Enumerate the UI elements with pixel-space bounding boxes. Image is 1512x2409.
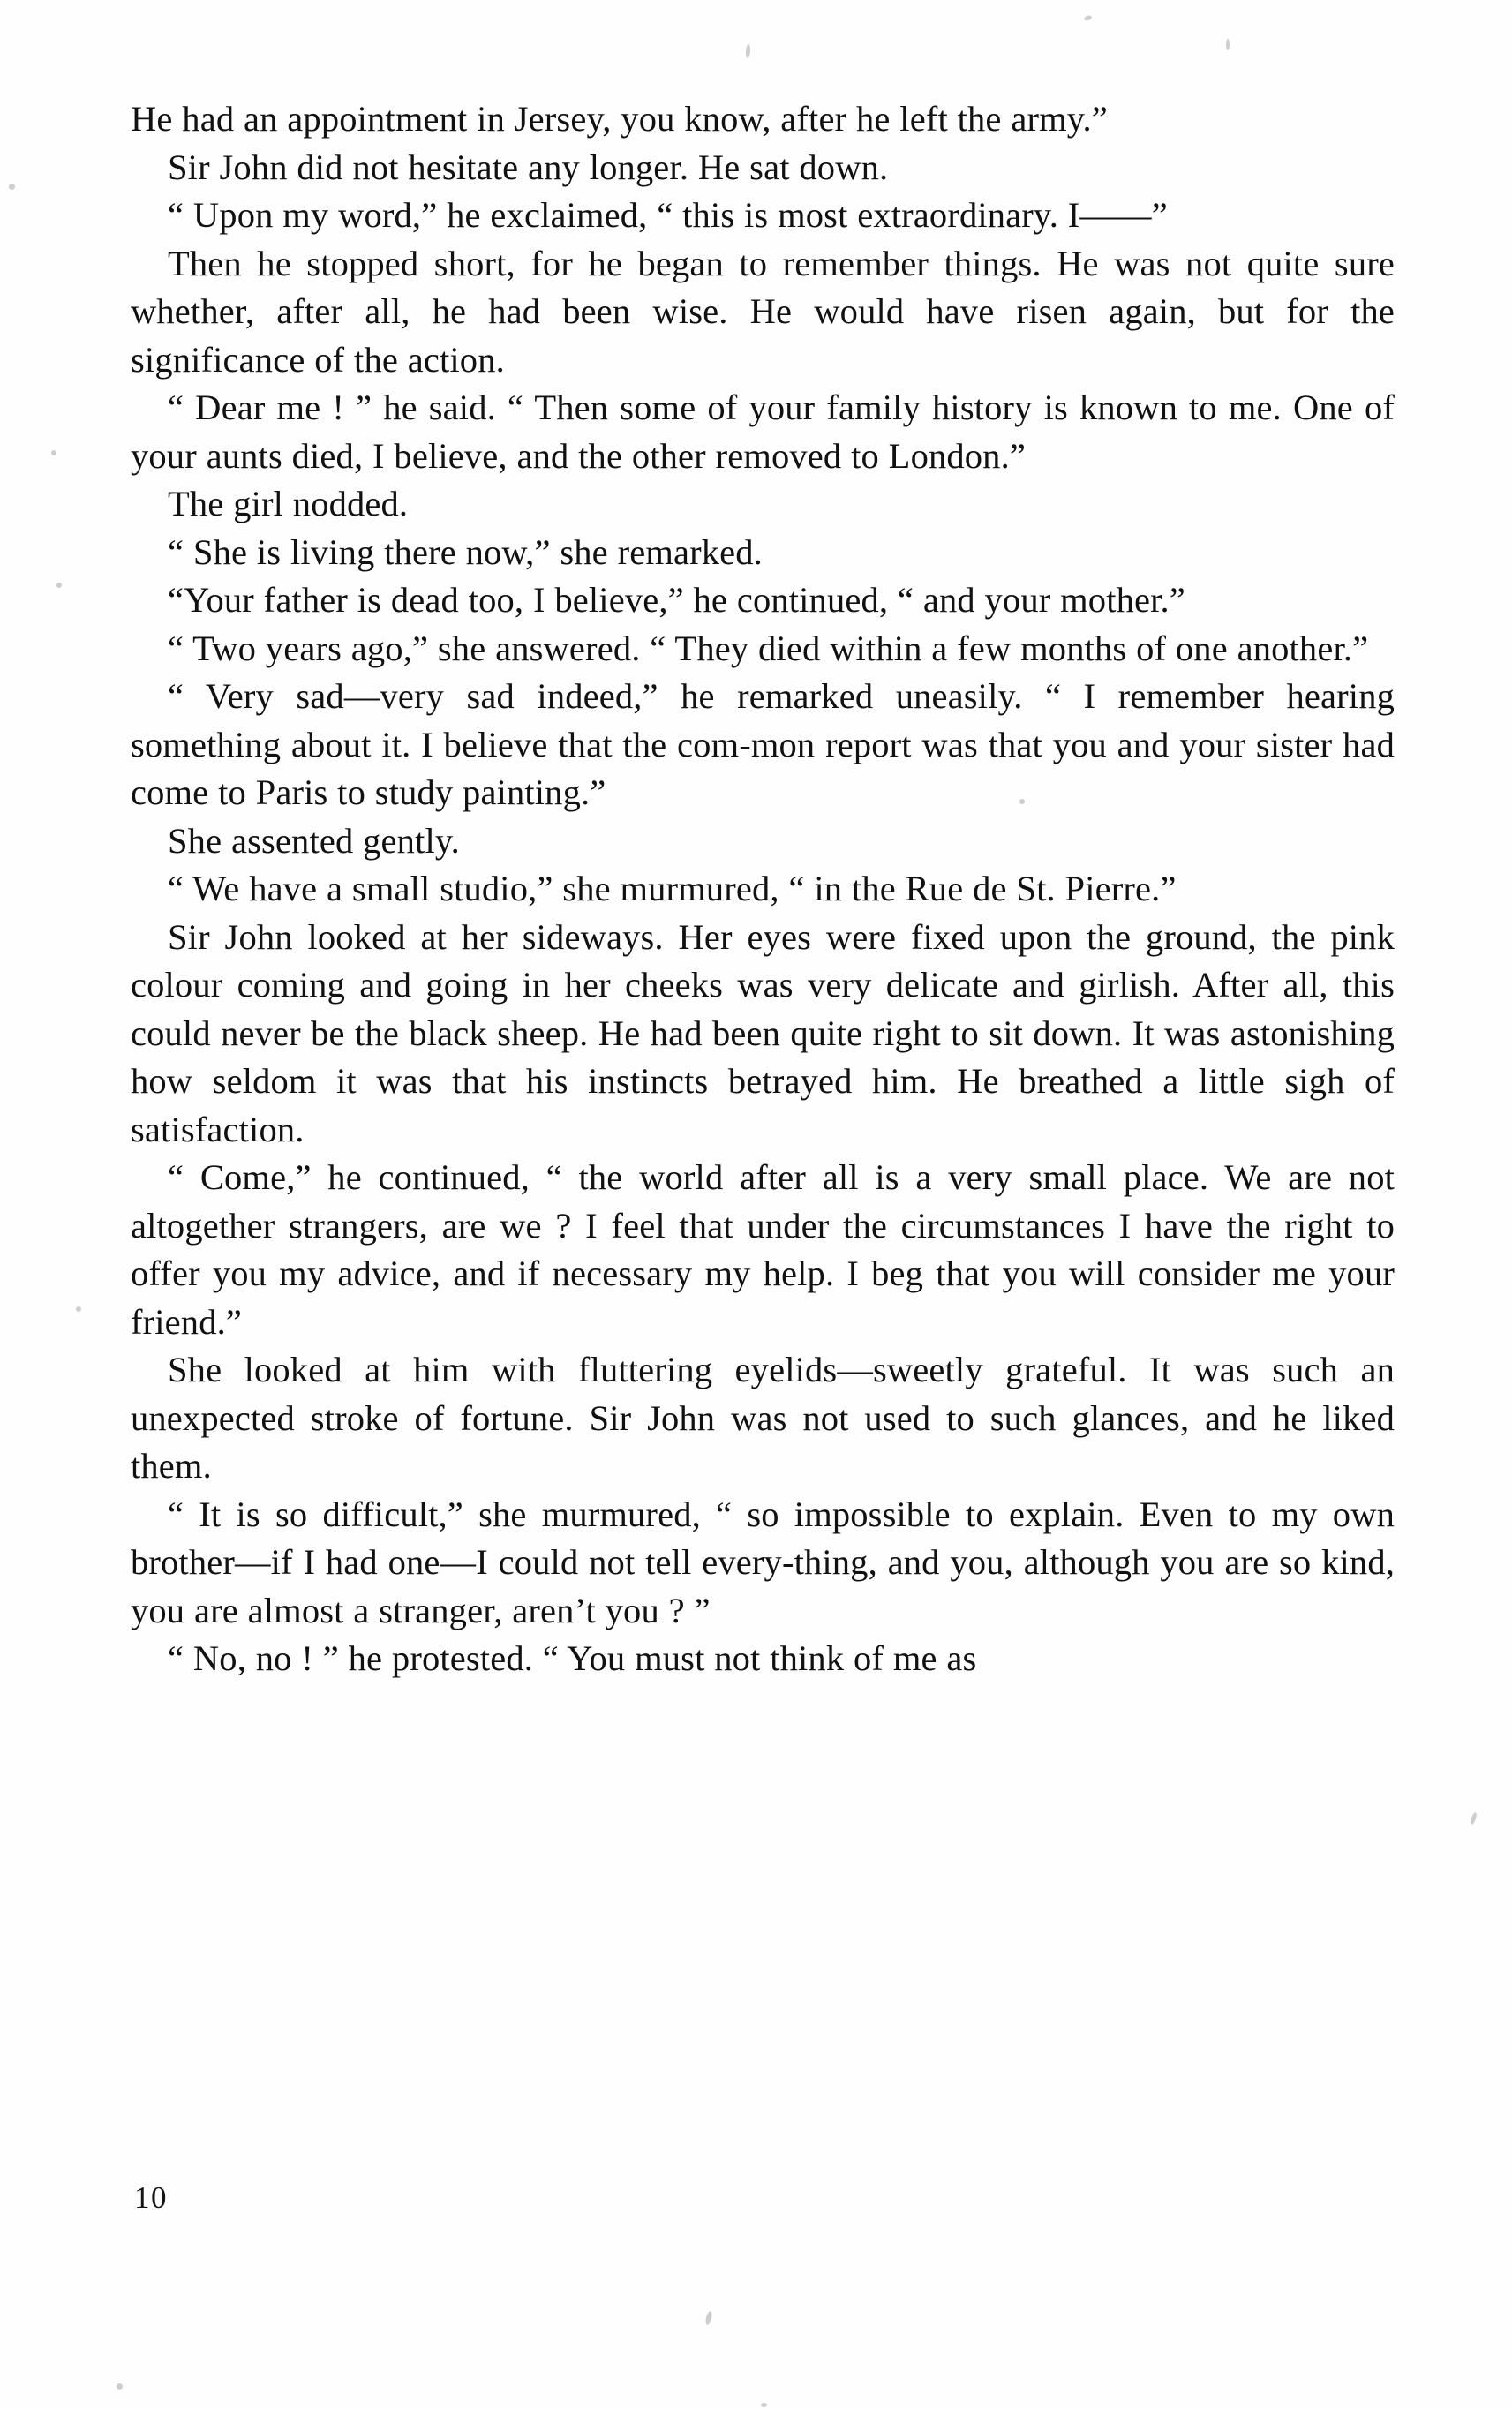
paragraph: She looked at him with fluttering eyelids—sweetly grateful. It was such an unexpected stroke of fortune. Sir John was not used to such glances, and he liked them. [131,1350,1395,1486]
scan-speck [704,2311,713,2326]
scan-speck [1226,39,1230,50]
scan-speck [76,1306,81,1312]
paragraph: Then he stopped short, for he began to remember things. He was not quite sure whether, after all, he had been wise. He would have risen again, but for the significance of the action. [131,243,1395,380]
body-text [131,95,1395,1683]
scan-speck [745,44,750,58]
paragraph: “ It is so difficult,” she murmured, “ so impossible to explain. Even to my own brother—if I had one—I could not tell every-thing, and you, although you are so kind, you are almost a stranger, aren’t you ? ” [131,1494,1395,1630]
paragraph: “ No, no ! ” he protested. “ You must not think of me as [168,1638,977,1678]
scan-speck [1083,15,1092,22]
paragraph: Sir John looked at her sideways. Her eyes were fixed upon the ground, the pink colour coming and going in her cheeks was very delicate and girlish. After all, this could never be the black sheep. He had been quite right to sit down. It was astonishing how seldom it was that his instincts betrayed him. He breathed a little sigh of satisfaction. [131,916,1395,1149]
paragraph: “ Very sad—very sad indeed,” he remarked uneasily. “ I remember hearing something about it. I believe that the com-mon report was that you and your sister had come to Paris to study painting.” [131,676,1395,812]
paragraph: “ Dear me ! ” he said. “ Then some of your family history is known to me. One of your aunts died, I believe, and the other removed to London.” [131,388,1395,476]
scan-speck [51,450,56,455]
scan-speck [9,184,15,190]
paragraph: “ Come,” he continued, “ the world after all is a very small place. We are not altogether strangers, are we ? I feel that under the circumstances I have the right to offer you my advice, and if necessary my help. I beg that you will consider me your friend.” [131,1157,1395,1342]
scan-speck [56,583,62,588]
paragraph: She assented gently. [168,820,460,861]
scan-speck [761,2403,767,2407]
paragraph: The girl nodded. [168,484,409,523]
paragraph: Sir John did not hesitate any longer. He sat down. [168,147,889,187]
scan-speck [117,2383,123,2390]
paragraph: “ She is living there now,” she remarked. [168,531,763,572]
paragraph: He had an appointment in Jersey, you know, after he left the army.” [131,99,1108,139]
paragraph: “ Upon my word,” he exclaimed, “ this is most extraordinary. I——” [168,195,1168,235]
page-number: 10 [134,2180,168,2215]
paragraph: “ We have a small studio,” she murmured, “ in the Rue de St. Pierre.” [168,869,1177,908]
paragraph: “Your father is dead too, I believe,” he continued, “ and your mother.” [168,580,1185,620]
scan-speck [1470,1812,1478,1826]
paragraph: “ Two years ago,” she answered. “ They died within a few months of one another.” [168,628,1369,668]
